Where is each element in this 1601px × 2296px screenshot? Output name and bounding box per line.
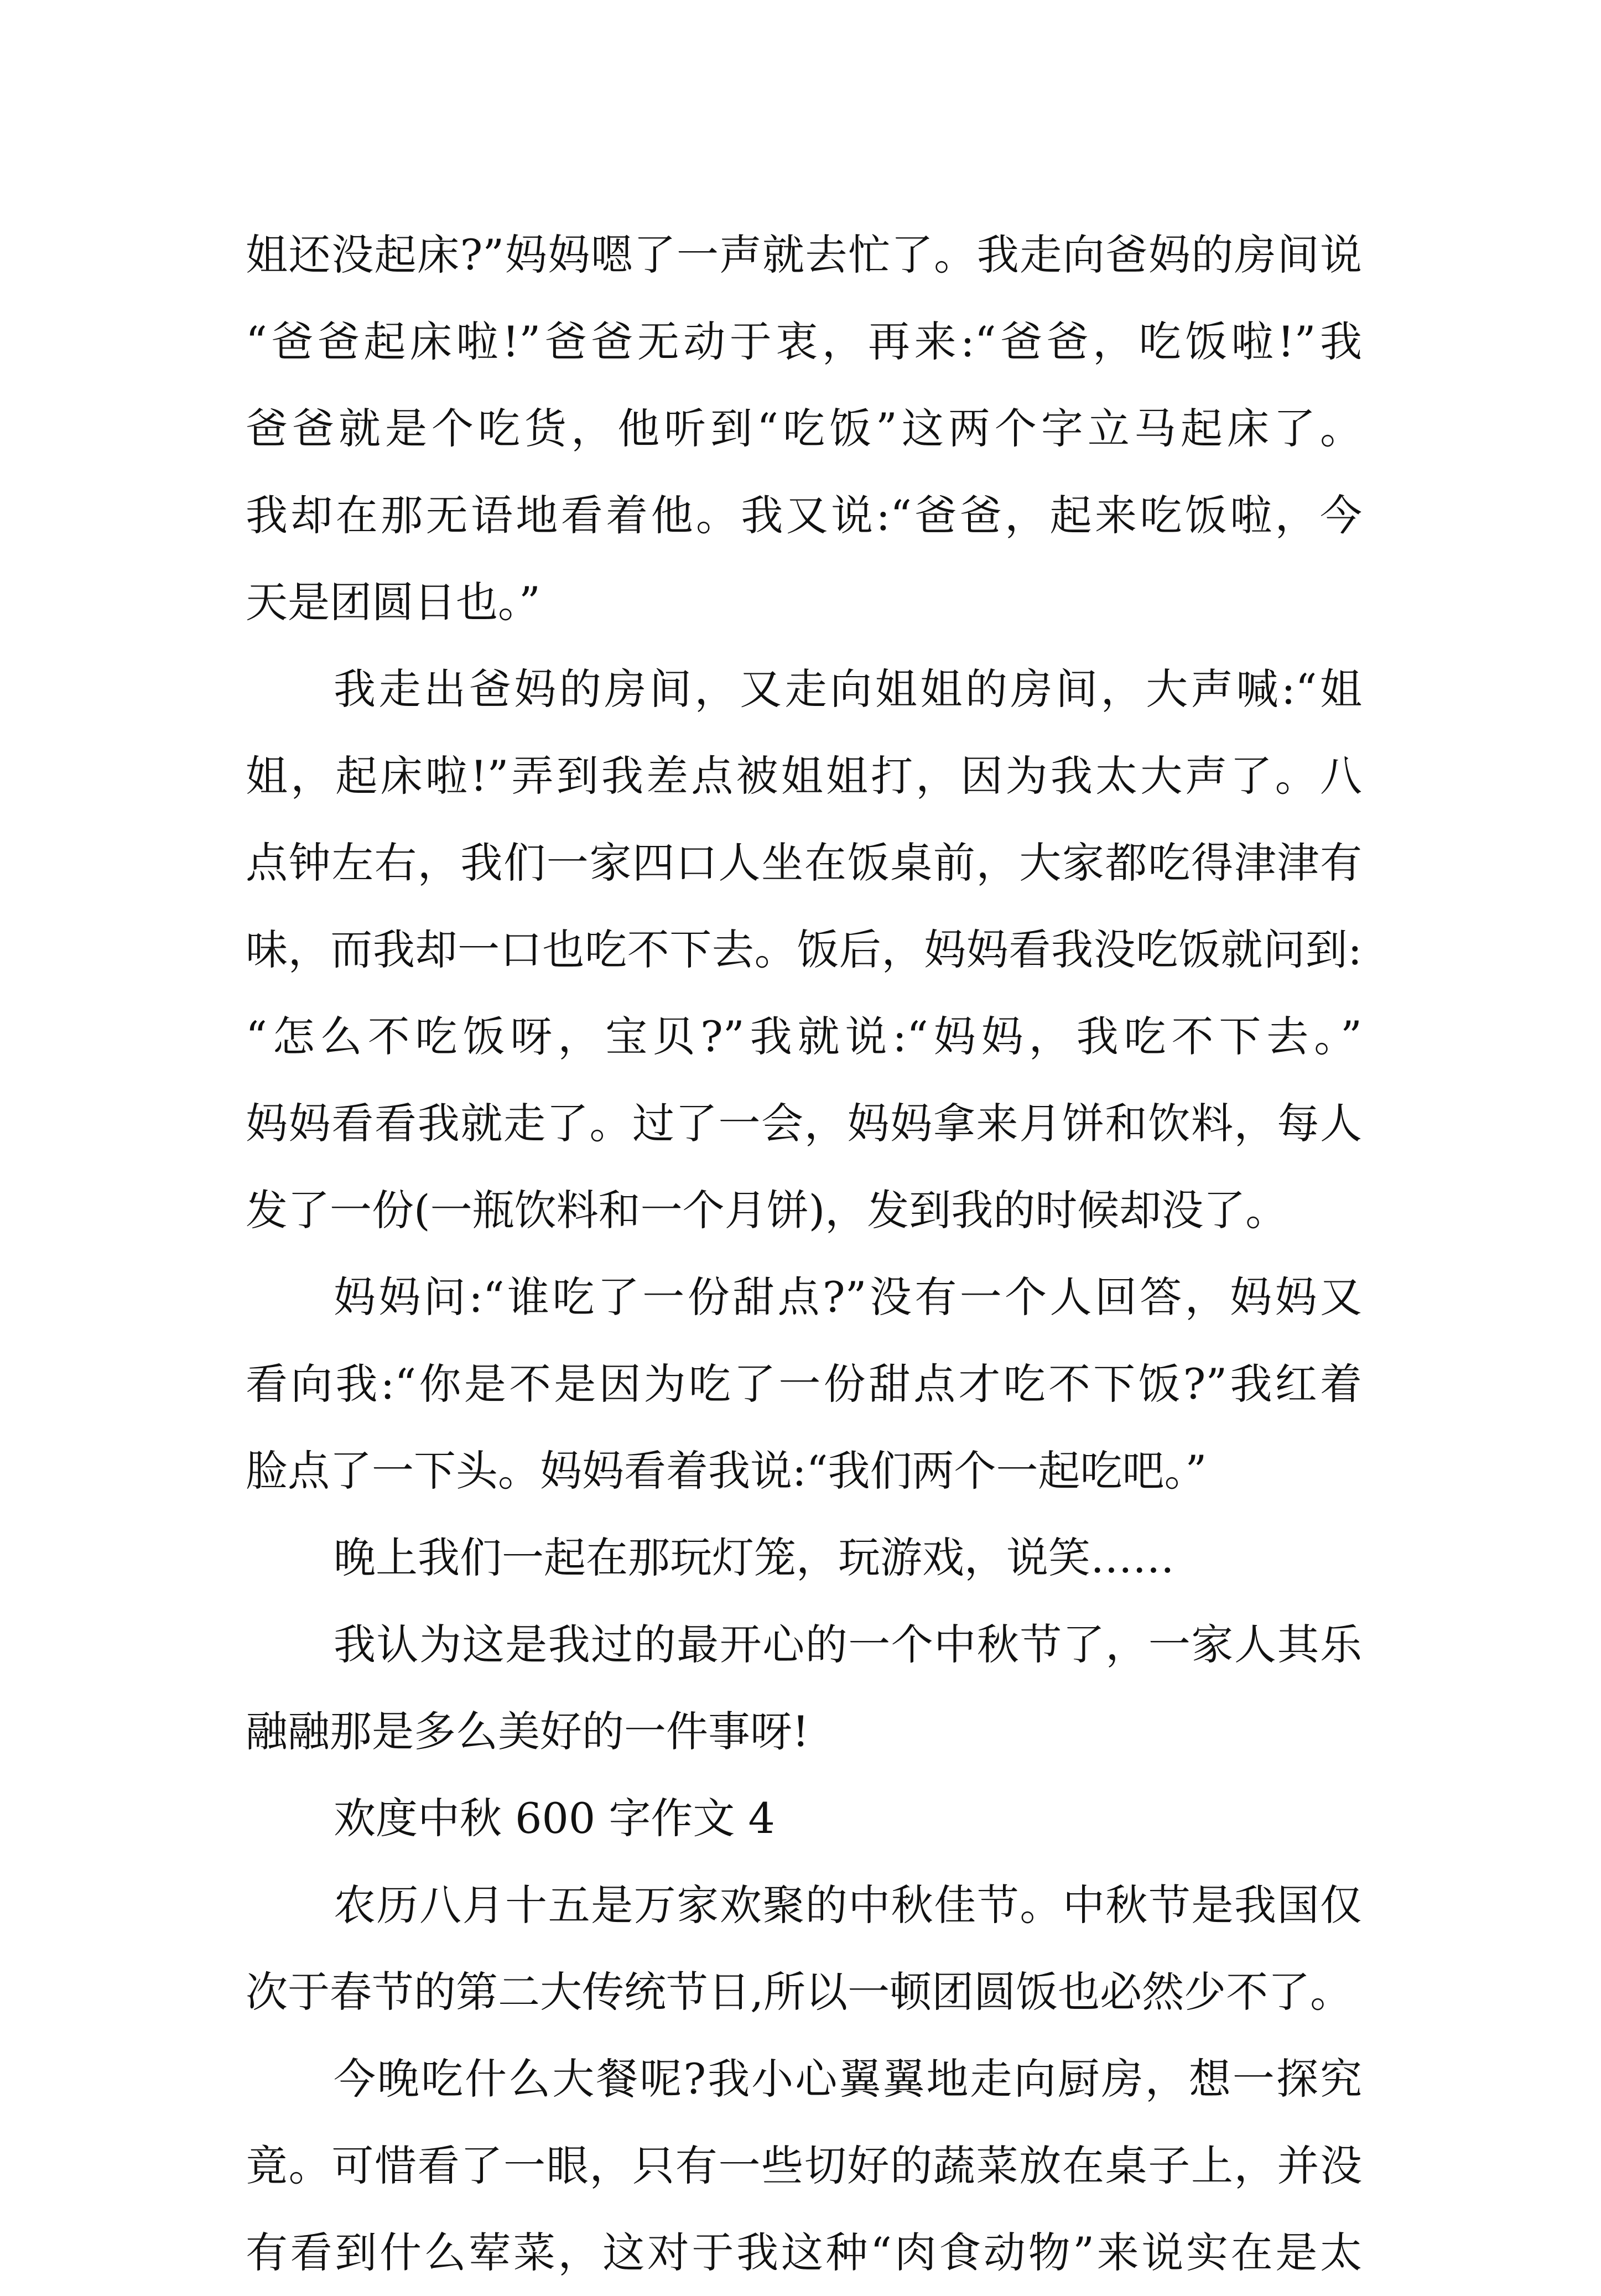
text-line: 姐，起床啦!”弄到我差点被姐姐打，因为我太大声了。八: [246, 751, 1362, 801]
text-line: 味，而我却一口也吃不下去。饭后，妈妈看我没吃饭就问到:: [246, 925, 1362, 974]
text-line: 点钟左右，我们一家四口人坐在饭桌前，大家都吃得津津有: [246, 838, 1362, 887]
text-line: “爸爸起床啦!”爸爸无动于衷，再来:“爸爸，吃饭啦!”我: [246, 317, 1362, 366]
text-line: 姐还没起床?”妈妈嗯了一声就去忙了。我走向爸妈的房间说: [246, 230, 1362, 279]
text-line: 我走出爸妈的房间，又走向姐姐的房间，大声喊:“姐: [334, 664, 1362, 714]
text-line: 融融那是多么美好的一件事呀!: [246, 1707, 809, 1756]
text-line: 次于春节的第二大传统节日,所以一顿团圆饭也必然少不了。: [246, 1967, 1353, 2017]
text-line: 脸点了一下头。妈妈看着我说:“我们两个一起吃吧。”: [246, 1446, 1207, 1495]
text-line: “怎么不吃饭呀，宝贝?”我就说:“妈妈，我吃不下去。”: [246, 1012, 1362, 1061]
text-line: 我认为这是我过的最开心的一个中秋节了，一家人其乐: [334, 1620, 1362, 1669]
text-line: 发了一份(一瓶饮料和一个月饼)，发到我的时候却没了。: [246, 1186, 1288, 1235]
text-line: 妈妈看看我就走了。过了一会，妈妈拿来月饼和饮料，每人: [246, 1099, 1362, 1148]
text-line: 天是团圆日也。”: [246, 578, 540, 627]
text-line: 看向我:“你是不是因为吃了一份甜点才吃不下饭?”我红着: [246, 1359, 1362, 1409]
text-line: 有看到什么荤菜，这对于我这种“肉食动物”来说实在是太: [246, 2228, 1362, 2277]
text-line: 妈妈问:“谁吃了一份甜点?”没有一个人回答，妈妈又: [334, 1272, 1362, 1322]
essay-text-body: [246, 211, 1362, 2296]
text-line: 农历八月十五是万家欢聚的中秋佳节。中秋节是我国仅: [334, 1881, 1362, 1930]
text-line: 我却在那无语地看着他。我又说:“爸爸，起来吃饭啦，今: [246, 491, 1362, 540]
text-line: 晚上我们一起在那玩灯笼，玩游戏，说笑……: [334, 1533, 1174, 1582]
text-line: 欢度中秋 600 字作文 4: [334, 1794, 775, 1843]
text-line: 今晚吃什么大餐呢?我小心翼翼地走向厨房，想一探究: [334, 2054, 1362, 2103]
text-line: 竟。可惜看了一眼，只有一些切好的蔬菜放在桌子上，并没: [246, 2141, 1362, 2190]
text-line: 爸爸就是个吃货，他听到“吃饭”这两个字立马起床了。: [246, 404, 1362, 453]
